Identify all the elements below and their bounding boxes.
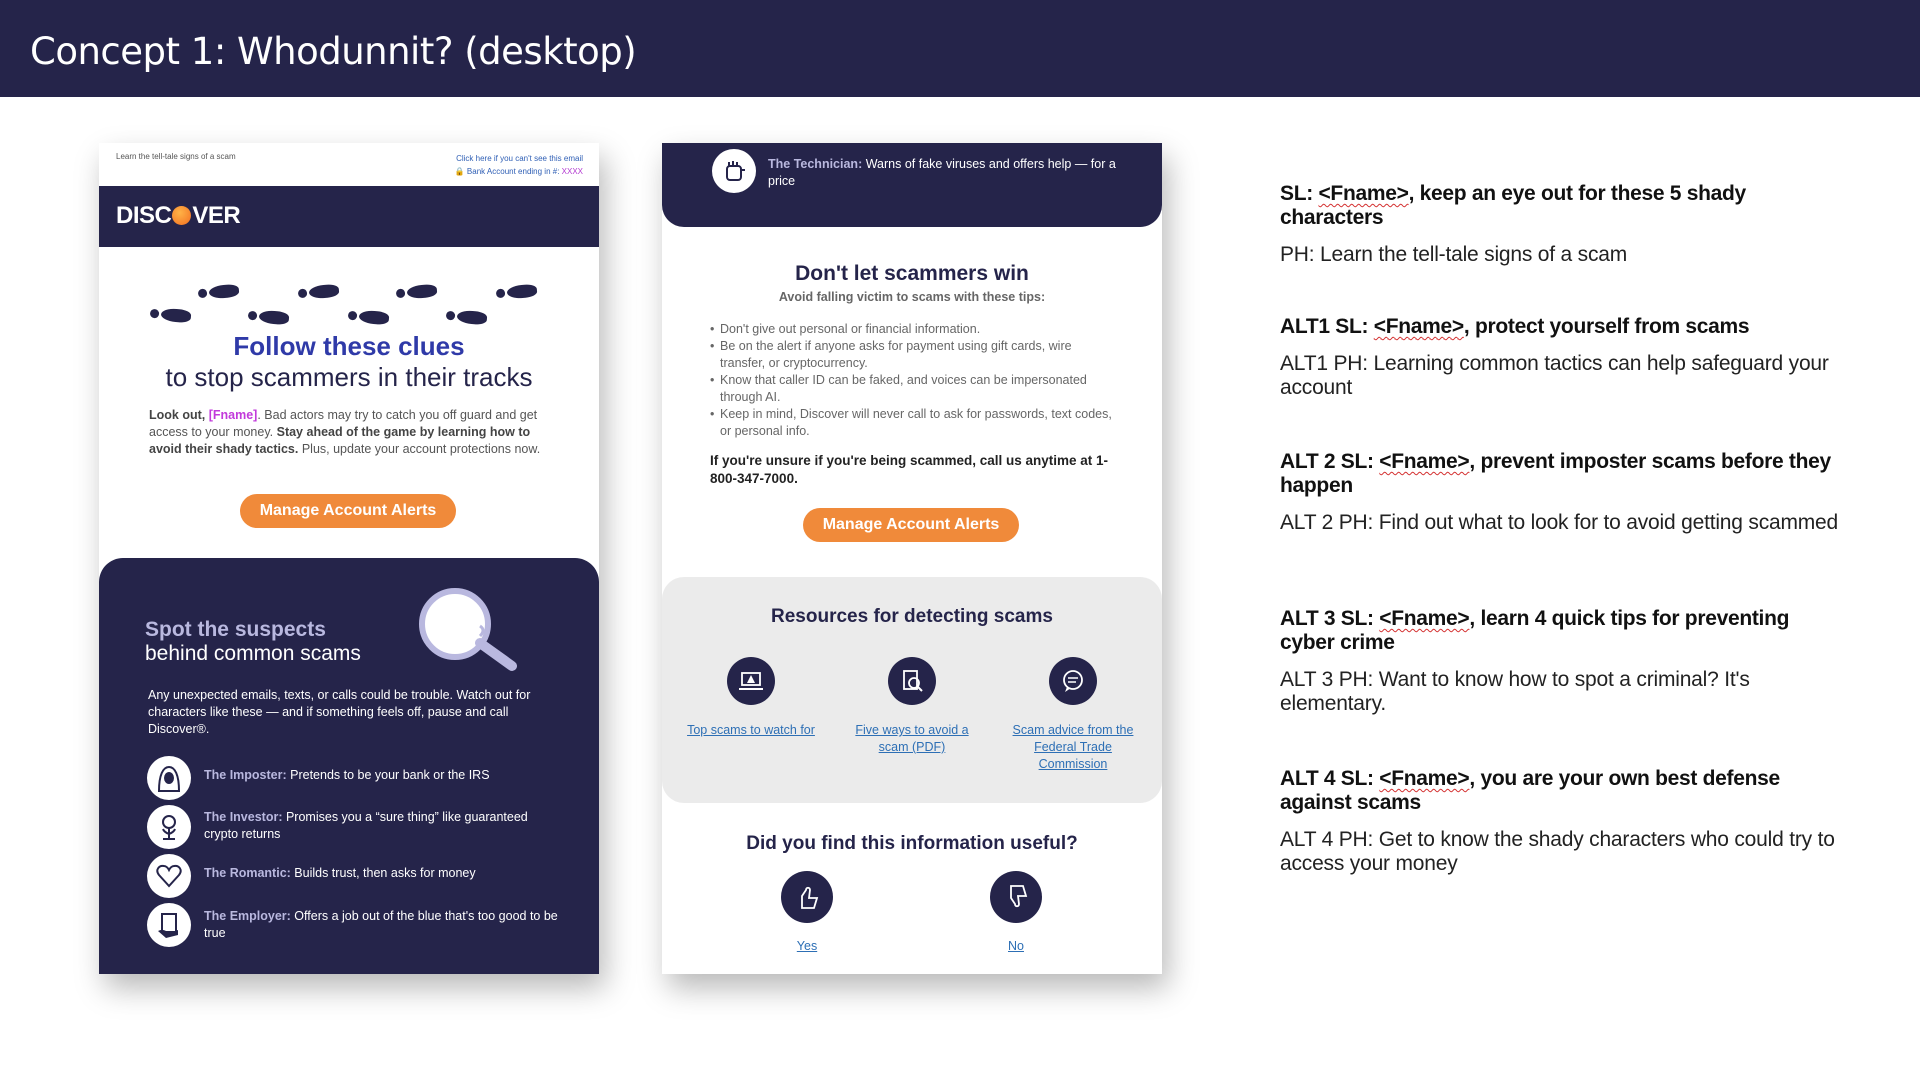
resource-link[interactable]: Five ways to avoid a scam (PDF) [855, 723, 969, 754]
manage-alerts-button[interactable]: Manage Account Alerts [803, 508, 1019, 542]
document-search-icon [888, 657, 936, 705]
logo-orb-icon [172, 206, 191, 225]
account-ending [455, 165, 583, 178]
thumbs-down-icon [990, 871, 1042, 923]
email-preview-1 [99, 143, 599, 974]
tip-item: • Keep in mind, Discover will never call to ask for passwords, text codes, or personal info. [710, 406, 1115, 440]
suspects-subheading: behind common scams [145, 642, 361, 665]
preheader-line: ALT1 PH: Learning common tactics can help safeguard your account [1280, 352, 1829, 399]
subject-line-block [1280, 450, 1840, 535]
thumbs-up-icon [781, 871, 833, 923]
contact-callout: If you're unsure if you're being scammed, call us anytime at 1-800-347-7000. [710, 453, 1109, 486]
resource-item[interactable] [1003, 657, 1143, 773]
view-online-link[interactable]: Click here if you can't see this email [456, 154, 583, 163]
footprints-icon [149, 273, 549, 333]
fist-virus-icon [712, 149, 756, 193]
feedback-yes[interactable] [777, 871, 837, 953]
tips-list [710, 321, 1115, 440]
resource-link[interactable]: Top scams to watch for [687, 723, 815, 737]
slide-title-bar [0, 0, 1920, 97]
subject-line-block [1280, 767, 1840, 876]
preheader-line: ALT 3 PH: Want to know how to spot a criminal? It's elementary. [1280, 668, 1750, 715]
chat-bubble-icon [1049, 657, 1097, 705]
preheader-line: ALT 2 PH: Find out what to look for to avoid getting scammed [1280, 511, 1839, 534]
suspects-heading: Spot the suspects [145, 618, 326, 641]
tip-item: • Don't give out personal or financial information. [710, 321, 1115, 338]
resource-item[interactable] [842, 657, 982, 756]
account-label: Bank Account ending in #: [466, 167, 560, 176]
resource-link[interactable]: Scam advice from the Federal Trade Commission [1012, 723, 1134, 771]
suspect-row: The Romantic: Builds trust, then asks for money [147, 854, 567, 900]
subject-line: ALT1 SL: <Fname>, protect yourself from scams [1280, 315, 1750, 338]
subject-line: ALT 2 SL: <Fname>, prevent imposter scams before they happen [1280, 450, 1831, 497]
subject-line-block [1280, 607, 1840, 716]
money-plant-icon [147, 805, 191, 849]
resources-panel [662, 577, 1162, 803]
subject-line: SL: <Fname>, keep an eye out for these 5 shady characters [1280, 182, 1746, 229]
job-offer-icon [147, 903, 191, 947]
preheader-links [455, 152, 583, 178]
resources-heading: Resources for detecting scams [771, 606, 1053, 627]
subject-line: ALT 4 SL: <Fname>, you are your own best defense against scams [1280, 767, 1780, 814]
discover-logo: DISC VER [116, 202, 241, 229]
technician-row [662, 143, 1162, 227]
hooded-figure-icon [147, 756, 191, 800]
no-link[interactable]: No [1008, 939, 1024, 953]
brand-header [99, 186, 599, 247]
preheader-line: ALT 4 PH: Get to know the shady characters who could try to access your money [1280, 828, 1835, 875]
tip-item: • Know that caller ID can be faked, and voices can be impersonated through AI. [710, 372, 1115, 406]
fname-token: [Fname] [208, 408, 258, 422]
manage-alerts-button[interactable]: Manage Account Alerts [240, 494, 456, 528]
slide-title: Concept 1: Whodunnit? (desktop) [30, 30, 637, 73]
resource-item[interactable] [681, 657, 821, 739]
heart-icon [147, 854, 191, 898]
suspects-intro: Any unexpected emails, texts, or calls could be trouble. Watch out for characters like these — and if something feels off, pause and call Discover®. [148, 688, 531, 736]
suspect-row: The Imposter: Pretends to be your bank or the IRS [147, 756, 567, 802]
preheader-line: PH: Learn the tell-tale signs of a scam [1280, 243, 1628, 266]
tips-subheading: Avoid falling victim to scams with these tips: [778, 290, 1046, 304]
technician-name: The Technician: [768, 157, 863, 171]
email-preview-2 [662, 143, 1162, 974]
feedback-heading: Did you find this information useful? [746, 833, 1078, 854]
email-subheadline: to stop scammers in their tracks [165, 362, 533, 392]
subject-line-block [1280, 315, 1840, 400]
email-headline: Follow these clues [233, 331, 465, 361]
technician-desc: Warns of fake viruses and offers help — for a price [768, 157, 1116, 188]
suspect-row: The Employer: Offers a job out of the blue that's too good to be true [147, 903, 567, 949]
suspect-row: The Investor: Promises you a “sure thing” like guaranteed crypto returns [147, 805, 567, 851]
laptop-warning-icon [727, 657, 775, 705]
lock-icon: 🔒 [454, 167, 465, 176]
account-mask: XXXX [561, 167, 583, 176]
subject-line: ALT 3 SL: <Fname>, learn 4 quick tips for preventing cyber crime [1280, 607, 1790, 654]
subject-line-block [1280, 182, 1840, 267]
preheader-text: Learn the tell-tale signs of a scam [116, 152, 236, 161]
magnifying-glass-icon [417, 586, 517, 676]
tips-heading: Don't let scammers win [795, 262, 1029, 285]
feedback-no[interactable] [986, 871, 1046, 953]
email-intro: Look out, [Fname]. Bad actors may try to catch you off guard and get access to your money. Stay ahead of the game by learning how to avoid their shady tactics. Plus, update your account protections now. [149, 408, 541, 456]
yes-link[interactable]: Yes [796, 939, 818, 953]
tip-item: • Be on the alert if anyone asks for payment using gift cards, wire transfer, or cryptocurrency. [710, 338, 1115, 372]
suspects-panel [99, 558, 599, 974]
email-preheader [99, 143, 599, 186]
